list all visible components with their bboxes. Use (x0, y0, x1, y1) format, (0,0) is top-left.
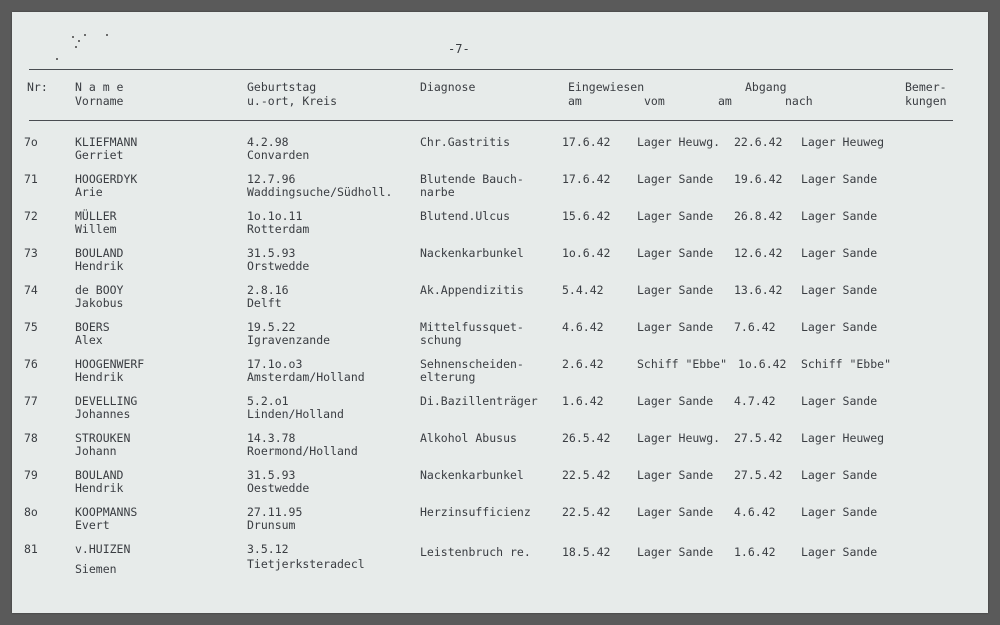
row-admitted-from: Schiff "Ebbe" (637, 357, 728, 371)
row-birthdate: 3.5.12 (247, 542, 289, 556)
row-birthplace: Amsterdam/Holland (247, 370, 365, 384)
row-birthdate: 19.5.22 (247, 320, 296, 334)
row-departure-to: Lager Heuweg (801, 135, 885, 149)
row-birthplace: Waddingsuche/Südholl. (247, 185, 393, 199)
row-birthplace: Convarden (247, 148, 310, 162)
row-birthdate: 31.5.93 (247, 468, 296, 482)
row-firstname: Willem (75, 222, 117, 236)
row-diagnosis: Blutend.Ulcus (420, 209, 511, 223)
row-firstname: Arie (75, 185, 103, 199)
table-row (12, 247, 988, 283)
row-admitted-date: 22.5.42 (562, 468, 611, 482)
row-diagnosis: Nackenkarbunkel (420, 468, 524, 482)
row-surname: STROUKEN (75, 431, 131, 445)
table-row (12, 395, 988, 431)
row-departure-date: 4.7.42 (734, 394, 776, 408)
row-diagnosis: Herzinsufficienz (420, 505, 531, 519)
row-birthdate: 31.5.93 (247, 246, 296, 260)
row-number: 75 (24, 320, 38, 334)
row-diagnosis: Mittelfussquet- (420, 320, 524, 334)
row-diagnosis: Alkohol Abusus (420, 431, 517, 445)
row-admitted-date: 1o.6.42 (562, 246, 611, 260)
header-departure-nach: nach (785, 94, 813, 108)
row-birthplace: Linden/Holland (247, 407, 344, 421)
row-admitted-from: Lager Sande (637, 545, 714, 559)
row-diagnosis: Chr.Gastritis (420, 135, 511, 149)
table-row (12, 284, 988, 320)
row-firstname: Hendrik (75, 370, 124, 384)
row-departure-to: Lager Sande (801, 545, 878, 559)
row-number: 79 (24, 468, 38, 482)
row-departure-to: Lager Sande (801, 246, 878, 260)
row-departure-date: 26.8.42 (734, 209, 783, 223)
row-admitted-date: 17.6.42 (562, 172, 611, 186)
row-firstname: Johann (75, 444, 117, 458)
row-admitted-from: Lager Sande (637, 172, 714, 186)
row-diagnosis: Nackenkarbunkel (420, 246, 524, 260)
row-birthplace: Delft (247, 296, 282, 310)
document-page (12, 12, 988, 613)
row-departure-to: Schiff "Ebbe" (801, 357, 892, 371)
row-birthdate: 14.3.78 (247, 431, 296, 445)
header-admitted-am: am (568, 94, 582, 108)
row-firstname: Hendrik (75, 481, 124, 495)
row-firstname: Siemen (75, 562, 117, 576)
row-departure-date: 7.6.42 (734, 320, 776, 334)
row-admitted-from: Lager Sande (637, 505, 714, 519)
row-admitted-from: Lager Sande (637, 283, 714, 297)
row-admitted-date: 2.6.42 (562, 357, 604, 371)
row-surname: KLIEFMANN (75, 135, 138, 149)
row-birthdate: 1o.1o.11 (247, 209, 303, 223)
row-surname: HOOGENWERF (75, 357, 145, 371)
row-surname: HOOGERDYK (75, 172, 138, 186)
row-birthplace: Orstwedde (247, 259, 310, 273)
row-departure-date: 13.6.42 (734, 283, 783, 297)
row-diagnosis: Blutende Bauch- (420, 172, 524, 186)
header-rule-top (29, 69, 953, 70)
row-birthplace: Igravenzande (247, 333, 331, 347)
header-name: N a m e (75, 80, 124, 94)
row-departure-date: 27.5.42 (734, 468, 783, 482)
header-rule-bottom (29, 120, 953, 121)
row-departure-date: 12.6.42 (734, 246, 783, 260)
row-surname: BOERS (75, 320, 110, 334)
row-departure-date: 4.6.42 (734, 505, 776, 519)
table-row (12, 506, 988, 542)
row-number: 73 (24, 246, 38, 260)
row-departure-to: Lager Sande (801, 283, 878, 297)
row-surname: MÜLLER (75, 209, 117, 223)
row-departure-date: 19.6.42 (734, 172, 783, 186)
row-surname: de BOOY (75, 283, 124, 297)
row-surname: BOULAND (75, 246, 124, 260)
header-departure: Abgang (745, 80, 787, 94)
row-number: 76 (24, 357, 38, 371)
row-admitted-date: 15.6.42 (562, 209, 611, 223)
header-admitted: Eingewiesen (568, 80, 645, 94)
header-birthplace: u.-ort, Kreis (247, 94, 338, 108)
table-row (12, 469, 988, 505)
row-number: 71 (24, 172, 38, 186)
row-number: 8o (24, 505, 38, 519)
row-birthdate: 2.8.16 (247, 283, 289, 297)
row-surname: BOULAND (75, 468, 124, 482)
row-admitted-from: Lager Sande (637, 320, 714, 334)
row-number: 72 (24, 209, 38, 223)
row-surname: KOOPMANNS (75, 505, 138, 519)
row-admitted-date: 22.5.42 (562, 505, 611, 519)
row-admitted-date: 17.6.42 (562, 135, 611, 149)
row-admitted-date: 18.5.42 (562, 545, 611, 559)
row-admitted-from: Lager Sande (637, 246, 714, 260)
row-diagnosis: Leistenbruch re. (420, 545, 531, 559)
table-row (12, 543, 988, 579)
header-nr: Nr: (27, 80, 48, 94)
header-remarks-2: kungen (905, 94, 947, 108)
row-admitted-from: Lager Sande (637, 209, 714, 223)
header-birthdate: Geburtstag (247, 80, 317, 94)
row-admitted-date: 1.6.42 (562, 394, 604, 408)
table-row (12, 136, 988, 172)
row-birthdate: 5.2.o1 (247, 394, 289, 408)
row-birthplace: Drunsum (247, 518, 296, 532)
row-firstname: Alex (75, 333, 103, 347)
row-departure-date: 1.6.42 (734, 545, 776, 559)
row-admitted-from: Lager Sande (637, 468, 714, 482)
row-admitted-from: Lager Heuwg. (637, 135, 721, 149)
row-departure-date: 27.5.42 (734, 431, 783, 445)
row-admitted-date: 5.4.42 (562, 283, 604, 297)
row-diagnosis: Ak.Appendizitis (420, 283, 524, 297)
page-number: -7- (448, 42, 470, 56)
row-departure-to: Lager Sande (801, 320, 878, 334)
table-row (12, 173, 988, 209)
row-departure-date: 1o.6.42 (738, 357, 787, 371)
row-diagnosis: Di.Bazillenträger (420, 394, 538, 408)
table-row (12, 321, 988, 357)
header-diagnosis: Diagnose (420, 80, 476, 94)
row-birthdate: 4.2.98 (247, 135, 289, 149)
row-firstname: Evert (75, 518, 110, 532)
row-surname: DEVELLING (75, 394, 138, 408)
row-admitted-from: Lager Heuwg. (637, 431, 721, 445)
header-vorname: Vorname (75, 94, 124, 108)
row-departure-to: Lager Heuweg (801, 431, 885, 445)
row-birthdate: 12.7.96 (247, 172, 296, 186)
row-departure-to: Lager Sande (801, 209, 878, 223)
row-diagnosis: Sehnenscheiden- (420, 357, 524, 371)
row-departure-to: Lager Sande (801, 468, 878, 482)
row-birthplace: Rotterdam (247, 222, 310, 236)
header-departure-am: am (718, 94, 732, 108)
row-departure-to: Lager Sande (801, 172, 878, 186)
row-departure-date: 22.6.42 (734, 135, 783, 149)
row-surname: v.HUIZEN (75, 542, 131, 556)
row-birthplace: Oestwedde (247, 481, 310, 495)
row-admitted-date: 4.6.42 (562, 320, 604, 334)
row-firstname: Johannes (75, 407, 131, 421)
row-birthplace: Roermond/Holland (247, 444, 358, 458)
table-row (12, 210, 988, 246)
row-number: 81 (24, 542, 38, 556)
row-diagnosis-cont: elterung (420, 370, 476, 384)
header-admitted-vom: vom (644, 94, 665, 108)
row-admitted-date: 26.5.42 (562, 431, 611, 445)
row-departure-to: Lager Sande (801, 505, 878, 519)
row-number: 74 (24, 283, 38, 297)
row-birthdate: 27.11.95 (247, 505, 303, 519)
row-number: 77 (24, 394, 38, 408)
row-number: 78 (24, 431, 38, 445)
row-firstname: Hendrik (75, 259, 124, 273)
row-diagnosis-cont: schung (420, 333, 462, 347)
row-firstname: Jakobus (75, 296, 124, 310)
row-admitted-from: Lager Sande (637, 394, 714, 408)
table-row (12, 432, 988, 468)
header-remarks: Bemer- (905, 80, 947, 94)
row-firstname: Gerriet (75, 148, 124, 162)
table-row (12, 358, 988, 394)
row-diagnosis-cont: narbe (420, 185, 455, 199)
row-birthdate: 17.1o.o3 (247, 357, 303, 371)
row-birthplace: Tietjerksteradecl (247, 557, 365, 571)
row-number: 7o (24, 135, 38, 149)
row-departure-to: Lager Sande (801, 394, 878, 408)
